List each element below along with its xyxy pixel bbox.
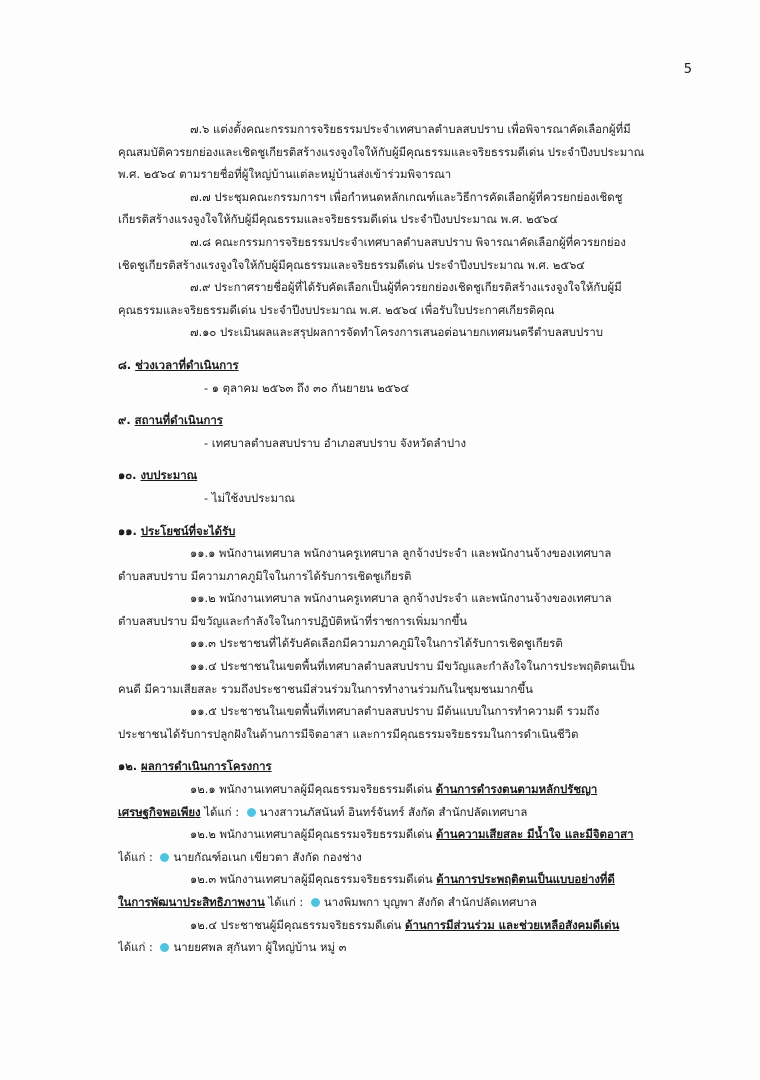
bullet-icon	[160, 853, 169, 862]
activities-list	[118, 118, 692, 344]
result-12-3-line1	[118, 868, 692, 891]
section-8-title: ช่วงเวลาที่ดำเนินการ	[135, 357, 239, 372]
bullet-icon	[247, 808, 256, 817]
result-12-4-category: ด้านการมีส่วนร่วม และช่วยเหลือสังคมดีเด่น	[405, 917, 620, 932]
section-12-heading	[118, 755, 692, 778]
section-8-heading	[118, 354, 692, 377]
bullet-icon	[311, 898, 320, 907]
section-12-title: ผลการดำเนินการโครงการ	[141, 759, 272, 774]
benefit-11-3-line1: ๑๑.๓ ประชาชนที่ได้รับคัดเลือกมีความภาคภูมิใจในการได้รับการเชิดชูเกียรติ	[190, 636, 563, 651]
section-10-heading	[118, 464, 692, 487]
result-12-2-category: ด้านความเสียสละ มีน้ำใจ และมีจิตอาสา	[436, 827, 634, 842]
activity-7-6-line1: ๗.๖ แต่งตั้งคณะกรรมการจริยธรรมประจำเทศบาลตำบลสบปราบ เพื่อพิจารณาคัดเลือกผู้ที่มี	[190, 122, 631, 136]
page-number: 5	[683, 62, 692, 77]
section-10-number: ๑๐.	[118, 468, 137, 483]
result-12-1-line2	[118, 801, 692, 824]
result-12-1-lead: ๑๒.๑ พนักงานเทศบาลผู้มีคุณธรรมจริยธรรมดีเด่น	[190, 782, 436, 797]
benefit-11-1-line1: ๑๑.๑ พนักงานเทศบาล พนักงานครูเทศบาล ลูกจ้างประจำ และพนักงานจ้างของเทศบาล	[190, 546, 612, 561]
section-10-title: งบประมาณ	[140, 468, 198, 483]
activity-7-8-line2: เชิดชูเกียรติสร้างแรงจูงใจให้กับผู้มีคุณธรรมและจริยธรรมดีเด่น ประจำปีงบประมาณ พ.ศ. ๒๕๖๔	[118, 257, 585, 272]
result-12-3-lead: ๑๒.๓ พนักงานเทศบาลผู้มีคุณธรรมจริยธรรมดีเด่น	[190, 872, 437, 887]
result-12-1-person: นางสาวนภัสนันท์ อินทร์จันทร์ สังกัด สำนักปลัดเทศบาล	[259, 804, 528, 819]
result-12-3-person: นางพิมพกา บุญพา สังกัด สำนักปลัดเทศบาล	[323, 895, 537, 909]
result-12-2-recipient-label: ได้แก่ :	[118, 849, 157, 864]
benefit-11-2-line1: ๑๑.๒ พนักงานเทศบาล พนักงานครูเทศบาล ลูกจ้างประจำ และพนักงานจ้างของเทศบาล	[190, 591, 612, 606]
results-list	[118, 778, 692, 959]
section-9-heading	[118, 409, 692, 432]
result-12-3-line2	[118, 891, 692, 914]
document-body	[118, 118, 692, 959]
benefit-11-5-line2: ประชาชนได้รับการปลูกฝังในด้านการมีจิตอาสา และการมีคุณธรรมจริยธรรมในการดำเนินชีวิต	[118, 726, 579, 741]
bullet-icon	[160, 943, 169, 952]
section-8-item: - ๑ ตุลาคม ๒๕๖๓ ถึง ๓๐ กันยายน ๒๕๖๔	[204, 380, 410, 395]
benefit-11-4-line2: คนดี มีความเสียสละ รวมถึงประชาชนมีส่วนร่วมในการทำงานร่วมกันในชุมชนมากขึ้น	[118, 681, 533, 696]
result-12-4-lead: ๑๒.๔ ประชาชนผู้มีคุณธรรมจริยธรรมดีเด่น	[190, 917, 406, 932]
section-9-number: ๙.	[118, 413, 131, 428]
result-12-3-recipient-label: ได้แก่ :	[264, 895, 307, 909]
section-8-number: ๘.	[118, 357, 132, 372]
activity-7-8-line1: ๗.๘ คณะกรรมการจริยธรรมประจำเทศบาลตำบลสบปราบ พิจารณาคัดเลือกผู้ที่ควรยกย่อง	[190, 234, 626, 249]
activity-7-6-line3: พ.ศ. ๒๕๖๔ ตามรายชื่อที่ผู้ใหญ่บ้านแต่ละหมู่บ้านส่งเข้าร่วมพิจารณา	[118, 167, 452, 182]
benefit-11-1-line2: ตำบลสบปราบ มีความภาคภูมิใจในการได้รับการเชิดชูเกียรติ	[118, 568, 412, 583]
result-12-4-recipient-label: ได้แก่ :	[118, 940, 157, 955]
benefit-11-4-line1: ๑๑.๔ ประชาชนในเขตพื้นที่เทศบาลตำบลสบปราบ มีขวัญและกำลังใจในการประพฤติตนเป็น	[190, 659, 635, 674]
result-12-2-lead: ๑๒.๒ พนักงานเทศบาลผู้มีคุณธรรมจริยธรรมดีเด่น	[190, 827, 436, 842]
result-12-3-category-cont: ในการพัฒนาประสิทธิภาพงาน	[118, 895, 265, 909]
benefit-11-5-line1: ๑๑.๕ ประชาชนในเขตพื้นที่เทศบาลตำบลสบปราบ มีต้นแบบในการทำความดี รวมถึง	[190, 704, 600, 719]
activity-7-10-line1: ๗.๑๐ ประเมินผลและสรุปผลการจัดทำโครงการเสนอต่อนายกเทศมนตรีตำบลสบปราบ	[190, 325, 603, 340]
section-10-item: - ไม่ใช้งบประมาณ	[204, 490, 295, 505]
section-11-heading	[118, 520, 692, 543]
result-12-4-line1	[118, 914, 692, 937]
benefit-11-2-line2: ตำบลสบปราบ มีขวัญและกำลังใจในการปฏิบัติหน้าที่ราชการเพิ่มมากขึ้น	[118, 613, 468, 628]
result-12-2-line1	[118, 823, 692, 846]
section-11-title: ประโยชน์ที่จะได้รับ	[140, 523, 236, 538]
result-12-4-person: นายยศพล สุกันทา ผู้ใหญ่บ้าน หมู่ ๓	[173, 940, 347, 955]
section-9-item: - เทศบาลตำบลสบปราบ อำเภอสบปราบ จังหวัดลำปาง	[204, 435, 467, 450]
section-11-number: ๑๑.	[118, 523, 137, 538]
result-12-2-line2	[118, 846, 692, 869]
result-12-1-category-cont: เศรษฐกิจพอเพียง	[118, 804, 201, 819]
activity-7-7-line1: ๗.๗ ประชุมคณะกรรมการฯ เพื่อกำหนดหลักเกณฑ์และวิธีการคัดเลือกผู้ที่ควรยกย่องเชิดชู	[190, 189, 623, 204]
result-12-2-person: นายกัณฑ์อเนก เขียวตา สังกัด กองช่าง	[173, 849, 362, 864]
section-12-number: ๑๒.	[118, 759, 138, 774]
activity-7-9-line1: ๗.๙ ประกาศรายชื่อผู้ที่ได้รับคัดเลือกเป็นผู้ที่ควรยกย่องเชิดชูเกียรติสร้างแรงจูงใจให้กับผู้มี	[190, 280, 622, 295]
section-9-title: สถานที่ดำเนินการ	[134, 413, 223, 428]
activity-7-6-line2: คุณสมบัติควรยกย่องและเชิดชูเกียรติสร้างแรงจูงใจให้กับผู้มีคุณธรรมและจริยธรรมดีเด่น ประจำปีงบประมาณ	[118, 144, 645, 159]
benefits-list	[118, 542, 692, 745]
result-12-1-category: ด้านการดำรงตนตามหลักปรัชญา	[435, 782, 598, 797]
result-12-1-line1	[118, 778, 692, 801]
activity-7-7-line2: เกียรติสร้างแรงจูงใจให้กับผู้มีคุณธรรมและจริยธรรมดีเด่น ประจำปีงบประมาณ พ.ศ. ๒๕๖๔	[118, 212, 559, 227]
activity-7-9-line2: คุณธรรมและจริยธรรมดีเด่น ประจำปีงบประมาณ พ.ศ. ๒๕๖๔ เพื่อรับใบประกาศเกียรติคุณ	[118, 302, 555, 317]
result-12-3-category: ด้านการประพฤติตนเป็นแบบอย่างที่ดี	[436, 872, 615, 887]
result-12-1-recipient-label: ได้แก่ :	[200, 804, 243, 819]
result-12-4-line2	[118, 936, 692, 959]
